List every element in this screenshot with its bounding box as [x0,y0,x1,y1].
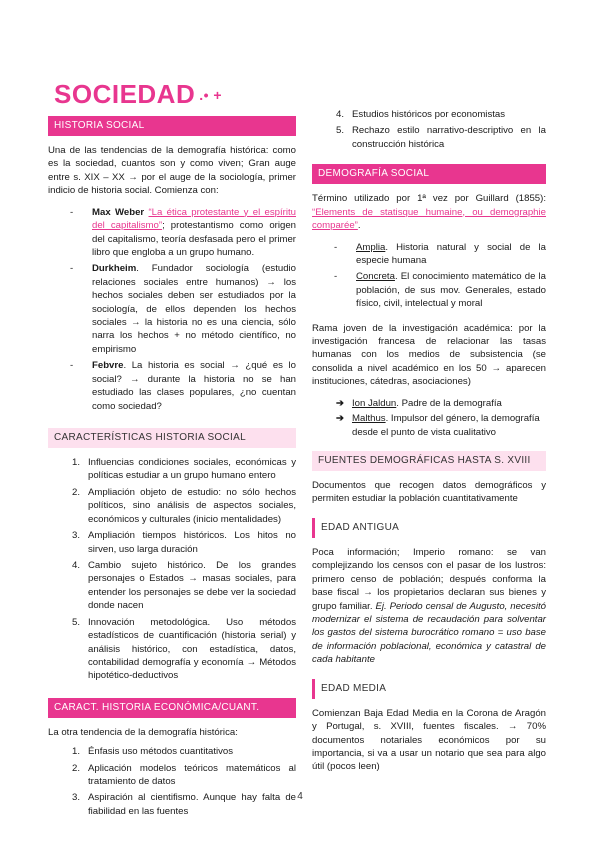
book-link[interactable]: “La ética protestante y el espíritu del capitalismo” [92,206,296,232]
list-item: ➔ Malthus. Impulsor del género, la demografía desde el punto de vista cualitativo [336,413,540,438]
section-heading-edad-media: EDAD MEDIA [312,679,546,699]
title-decoration: .• + [199,87,223,104]
list-item: 2. Ampliación objeto de estudio: no sólo hechos políticos, sino análisis de aspectos sociales, económicos y culturales (inicio mentalidades) [72,486,296,525]
list-item: - Febvre. La historia es social → ¿qué es lo social? → durante la historia no se han estudiado las clases populares, ¿no cuentan como sociedad? [70,359,296,413]
list-item: 2. Aplicación modelos teóricos matemáticos al tratamiento de datos [72,762,296,788]
page-title: SOCIEDAD .• + [54,79,223,109]
caract-economica-list-continued [312,108,546,151]
book-link[interactable]: “Elements de statisque humaine, ou demographie comparée” [312,206,546,232]
demografia-social-list [312,241,546,311]
list-item: - Concreta. El conocimiento matemático de la población, de sus mov. Generales, estado físico, civil, intelectual y moral [334,270,546,310]
section-heading-caract-economica: CARACT. HISTORIA ECONÓMICA/CUANT. [48,698,296,718]
list-item: ➔ Ion Jaldun. Padre de la demografía [336,397,502,409]
list-item: 4. Cambio sujeto histórico. De los grandes personajes o Estados → masas sociales, para entender los personajes se debe ver la sociedad donde nacen [72,559,296,612]
list-item: 3. Aspiración al cientifismo. Aunque hay falta de fiabilidad en las fuentes [72,792,296,817]
arrow-icon: ➔ [336,413,345,425]
demografia-social-intro: Término utilizado por 1ª vez por Guillard (1855): “Elements de statisque humaine, ou demographie comparée”. [312,193,546,232]
list-item: 5. Innovación metodológica. Uso métodos estadísticos de cuantificación (historia serial) y análisis histórico, con estadística, datos, contabilidad demografía y economía → Métodos hipotético-deductivos [72,616,296,682]
list-item: - Amplia. Historia natural y social de la especie humana [334,241,546,268]
demografia-authors-list [312,397,546,439]
list-item: 1. Influencias condiciones sociales, económicas y políticas estudiar a un grupo humano entero [72,457,296,482]
caract-economica-intro: La otra tendencia de la demografía histórica: [48,726,238,738]
list-item: 3. Ampliación tiempos históricos. Los hitos no sirven, uso larga duración [72,530,296,555]
demografia-social-paragraph: Rama joven de la investigación académica: por la investigación francesa de relacionar las tasas humanas con los medios de subsistencia (se consolida a nivel académico en los 50 → aparecen instituciones, cátedras, asociaciones) [312,322,546,388]
section-heading-edad-antigua: EDAD ANTIGUA [312,518,546,538]
list-item: 1. Énfasis uso métodos cuantitativos [72,746,234,758]
section-heading-fuentes: FUENTES DEMOGRÁFICAS HASTA S. XVIII [312,451,546,471]
historia-social-list [48,206,296,413]
section-heading-caracteristicas: CARACTERÍSTICAS HISTORIA SOCIAL [48,428,296,448]
caract-economica-list [48,745,296,818]
list-item: - Max Weber “La ética protestante y el espíritu del capitalismo”; protestantismo como origen del capitalismo, teoría desfasada pero el primer libro que engloba a un grupo humano. [70,206,296,260]
list-item: 5. Rechazo estilo narrativo-descriptivo en la construcción histórica [336,125,546,150]
fuentes-text: Documentos que recogen datos demográficos y permiten estudiar la población cuantitativamente [312,480,546,505]
page-number: 4 [297,791,303,802]
section-heading-demografia-social: DEMOGRAFÍA SOCIAL [312,164,546,184]
arrow-icon: ➔ [336,397,345,409]
caracteristicas-list [48,456,296,683]
historia-social-intro: Una de las tendencias de la demografía histórica: como es la sociedad, cuantos son y como viven; Gran auge entre s. XIX – XX → por el auge de la sociología, primer indicio de historia social. Comienza con: [48,145,296,197]
left-column [48,116,296,821]
edad-antigua-text: Poca información; Imperio romano: se van complejizando los censos con el pasar de los lustros: primero censo de población; después conforma la base fiscal → los propietarios declaran sus bienes y grupo familiar. Ej. Periodo censal de Augusto, necesitó modernizar el sistema de recaudación para solventar los gastos del sistema burocrático romano = uso base de información poblacional, económica y catastral de cada habitante [312,546,546,666]
list-item: - Durkheim. Fundador sociología (estudio relaciones sociales entre humanos) → los hechos sociales deben ser estudiados por la sociología, de ellos dependen los hechos sociales → la historia no es una ciencia, sólo narra los hechos + no método científico, no empirismo [70,262,296,356]
right-column [312,108,546,774]
edad-media-text: Comienzan Baja Edad Media en la Corona de Aragón y Portugal, s. XVIII, fuentes fiscales. → 70% documentos notariales económicos por su importancia, si va a usar un notario que sea para algo útil (pocos leen) [312,707,546,773]
section-heading-historia-social: HISTORIA SOCIAL [48,116,296,136]
list-item: 4. Estudios históricos por economistas [336,109,506,120]
